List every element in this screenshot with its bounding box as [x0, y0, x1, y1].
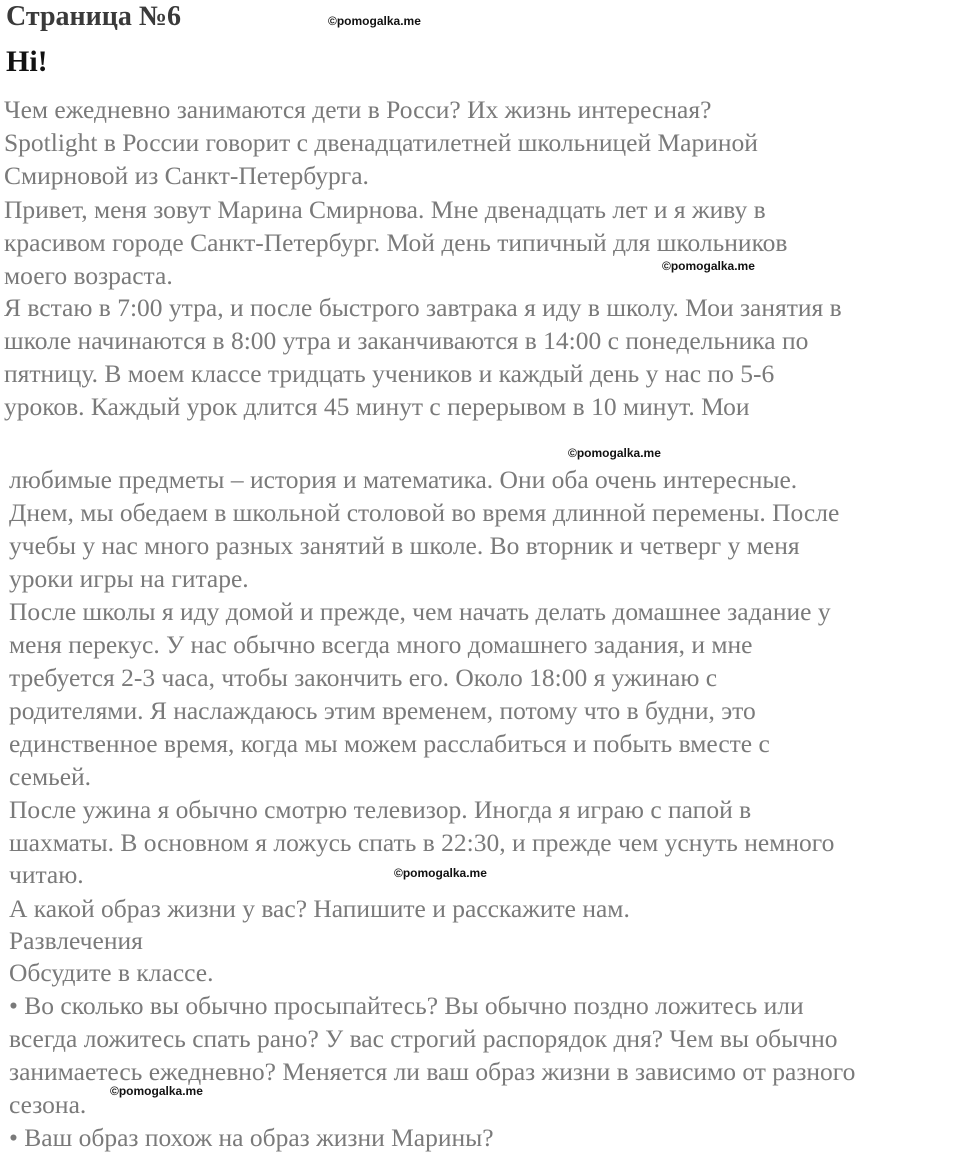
text-line: Развлечения: [9, 926, 143, 955]
text-line: школе начинаются в 8:00 утра и заканчиваются в 14:00 с понедельника по: [4, 326, 809, 355]
text-line: семьей.: [9, 762, 92, 791]
text-line: пятницу. В моем классе тридцать учеников и каждый день у нас по 5-6: [4, 359, 775, 388]
text-line: всегда ложитесь спать рано? У вас строгий распорядок дня? Чем вы обычно: [9, 1024, 838, 1053]
watermark: ©pomogalka.me: [568, 446, 661, 460]
text-line: сезона.: [9, 1090, 87, 1119]
text-line: читаю.: [9, 860, 84, 889]
text-line: Смирновой из Санкт-Петербурга.: [4, 161, 369, 190]
text-line: красивом городе Санкт-Петербург. Мой день типичный для школьников: [4, 228, 788, 257]
text-line: родителями. Я наслаждаюсь этим временем, потому что в будни, это: [9, 696, 756, 725]
watermark: ©pomogalka.me: [110, 1084, 203, 1098]
text-line: После школы я иду домой и прежде, чем начать делать домашнее задание у: [9, 597, 831, 626]
text-line: уроков. Каждый урок длится 45 минут с перерывом в 10 минут. Мои: [4, 392, 750, 421]
text-line: меня перекус. У нас обычно всегда много домашнего задания, и мне: [9, 630, 753, 659]
page-title: Страница №6: [6, 1, 182, 32]
text-line: уроки игры на гитаре.: [9, 564, 249, 593]
text-line: занимаетесь ежедневно? Меняется ли ваш образ жизни в зависимо от разного: [9, 1057, 856, 1086]
text-line: Spotlight в России говорит с двенадцатилетней школьницей Мариной: [4, 128, 758, 157]
text-line: А какой образ жизни у вас? Напишите и расскажите нам.: [9, 894, 630, 923]
text-line: • Во сколько вы обычно просыпайтесь? Вы обычно поздно ложитесь или: [9, 991, 804, 1020]
text-line: любимые предметы – история и математика. Они оба очень интересные.: [9, 465, 798, 494]
text-line: учебы у нас много разных занятий в школе. Во вторник и четверг у меня: [9, 531, 800, 560]
text-line: Днем, мы обедаем в школьной столовой во время длинной перемены. После: [9, 498, 840, 527]
text-line: Чем ежедневно занимаются дети в Росси? Их жизнь интересная?: [4, 95, 712, 124]
text-line: После ужина я обычно смотрю телевизор. Иногда я играю с папой в: [9, 795, 752, 824]
watermark: ©pomogalka.me: [394, 866, 487, 880]
text-line: • Ваш образ похож на образ жизни Марины?: [9, 1123, 494, 1152]
watermark: ©pomogalka.me: [662, 259, 755, 273]
article-heading: Hi!: [6, 45, 48, 78]
text-line: требуется 2-3 часа, чтобы закончить его. Около 18:00 я ужинаю с: [9, 663, 718, 692]
watermark: ©pomogalka.me: [328, 14, 421, 28]
text-line: Я встаю в 7:00 утра, и после быстрого завтрака я иду в школу. Мои занятия в: [4, 293, 842, 322]
text-line: Привет, меня зовут Марина Смирнова. Мне двенадцать лет и я живу в: [4, 195, 766, 224]
text-line: моего возраста.: [4, 261, 173, 290]
text-line: единственное время, когда мы можем расслабиться и побыть вместе с: [9, 729, 770, 758]
text-line: Обсудите в классе.: [9, 958, 214, 987]
text-line: шахматы. В основном я ложусь спать в 22:30, и прежде чем уснуть немного: [9, 828, 835, 857]
